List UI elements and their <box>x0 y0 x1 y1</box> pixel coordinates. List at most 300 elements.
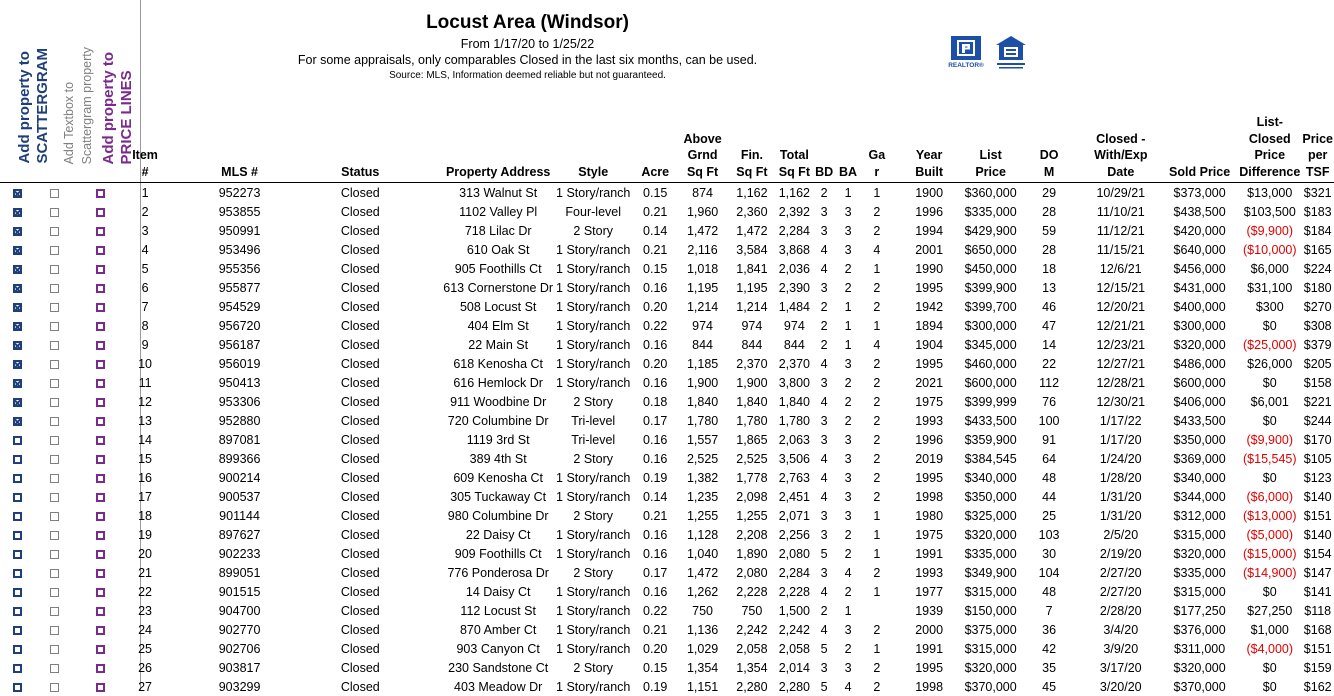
textbox-cell <box>35 430 73 449</box>
cell-acre: 0.17 <box>643 413 668 428</box>
textbox-checkbox[interactable] <box>50 379 59 388</box>
cell-acre: 0.18 <box>643 394 668 409</box>
cell-item: 1 <box>141 185 149 200</box>
cell-bd: 4 <box>820 356 828 371</box>
textbox-cell <box>35 354 73 373</box>
cell-closed: 2/27/20 <box>1099 565 1142 580</box>
pricelines-checkbox[interactable] <box>96 379 105 388</box>
cell-fin: 1,841 <box>736 261 768 276</box>
cell-tsf: $118 <box>1304 603 1332 618</box>
cell-diff: $103,500 <box>1243 204 1296 219</box>
pricelines-checkbox[interactable] <box>96 512 105 521</box>
cell-spacer <box>163 240 200 259</box>
textbox-checkbox[interactable] <box>50 360 59 369</box>
table-row <box>0 639 1334 658</box>
cell-tsf: $140 <box>1303 489 1332 504</box>
scatter-checkbox[interactable] <box>13 645 22 654</box>
table-row <box>0 183 1334 203</box>
cell-acre: 0.15 <box>643 660 668 675</box>
pricelines-checkbox[interactable] <box>96 417 105 426</box>
cell-diff: $0 <box>1262 679 1277 694</box>
pricelines-checkbox[interactable] <box>96 189 105 198</box>
cell-spacer <box>163 316 200 335</box>
cell-dom: 46 <box>1042 299 1057 314</box>
textbox-checkbox[interactable] <box>50 664 59 673</box>
cell-status: Closed <box>340 223 380 238</box>
cell-gar: 1 <box>873 318 881 333</box>
cell-item: 10 <box>138 356 153 371</box>
pricelines-checkbox[interactable] <box>96 493 105 502</box>
textbox-cell <box>35 335 73 354</box>
pricelines-checkbox[interactable] <box>96 436 105 445</box>
cell-dom: 44 <box>1042 489 1057 504</box>
cell-ba: 3 <box>844 470 852 485</box>
cell-style: 1 Story/ranch <box>556 603 631 618</box>
table-row <box>0 392 1334 411</box>
cell-diff: $0 <box>1262 660 1277 675</box>
cell-mls: 950413 <box>218 375 261 390</box>
textbox-checkbox[interactable] <box>50 341 59 350</box>
cell-item: 13 <box>138 413 153 428</box>
textbox-cell <box>35 278 73 297</box>
pricelines-checkbox[interactable] <box>96 265 105 274</box>
cell-dom: 18 <box>1042 261 1057 276</box>
pricelines-checkbox[interactable] <box>96 531 105 540</box>
cell-closed: 2/19/20 <box>1099 546 1142 561</box>
table-row <box>0 544 1334 563</box>
pricelines-cell <box>73 297 127 316</box>
cell-dom: 59 <box>1042 223 1057 238</box>
cell-year: 1975 <box>915 527 944 542</box>
textbox-checkbox[interactable] <box>50 246 59 255</box>
cell-above: 1,018 <box>686 261 719 276</box>
cell-list: $320,000 <box>964 527 1017 542</box>
cell-diff: ($10,000) <box>1243 242 1297 257</box>
cell-bd: 3 <box>820 508 828 523</box>
table-row <box>0 316 1334 335</box>
cell-fin: 1,840 <box>736 394 768 409</box>
pricelines-cell <box>73 487 127 506</box>
cell-style: 2 Story <box>573 660 614 675</box>
cell-bd: 3 <box>820 223 828 238</box>
col-bd: BD <box>815 164 834 179</box>
cell-bd: 4 <box>820 489 828 504</box>
pricelines-checkbox[interactable] <box>96 569 105 578</box>
cell-item: 24 <box>138 622 153 637</box>
cell-sold: $320,000 <box>1173 546 1226 561</box>
pricelines-checkbox[interactable] <box>96 626 105 635</box>
cell-above: 1,136 <box>686 622 719 637</box>
pricelines-checkbox[interactable] <box>96 284 105 293</box>
pricelines-checkbox[interactable] <box>96 208 105 217</box>
scatter-checkbox[interactable] <box>13 588 22 597</box>
cell-gar: 1 <box>873 641 881 656</box>
cell-year: 1977 <box>915 584 944 599</box>
cell-tsf: $270 <box>1303 299 1332 314</box>
cell-spacer <box>163 297 200 316</box>
cell-total: 2,280 <box>778 679 810 694</box>
cell-total: 2,284 <box>778 223 810 238</box>
textbox-checkbox[interactable] <box>50 417 59 426</box>
textbox-checkbox[interactable] <box>50 189 59 198</box>
cell-status: Closed <box>340 261 380 276</box>
textbox-checkbox[interactable] <box>50 626 59 635</box>
cell-acre: 0.16 <box>643 337 668 352</box>
cell-style: 1 Story/ranch <box>556 622 631 637</box>
cell-ba: 1 <box>844 603 852 618</box>
scatter-checkbox[interactable] <box>13 683 22 692</box>
scatter-checkbox[interactable] <box>13 208 22 217</box>
cell-diff: ($9,900) <box>1246 432 1294 447</box>
cell-dom: 22 <box>1042 356 1057 371</box>
textbox-checkbox[interactable] <box>50 284 59 293</box>
cell-acre: 0.16 <box>643 584 668 599</box>
cell-item: 11 <box>138 375 152 390</box>
table-row <box>0 240 1334 259</box>
scatter-checkbox[interactable] <box>13 341 22 350</box>
cell-above: 1,900 <box>686 375 719 390</box>
col-sold: Sold Price <box>1169 164 1231 179</box>
cell-total: 1,500 <box>778 603 810 618</box>
cell-closed: 12/23/21 <box>1096 337 1146 352</box>
pricelines-cell <box>73 354 127 373</box>
scatter-checkbox[interactable] <box>13 607 22 616</box>
scatter-checkbox[interactable] <box>13 360 22 369</box>
cell-item: 15 <box>138 451 153 466</box>
table-row <box>0 411 1334 430</box>
scatter-cell <box>0 525 35 544</box>
cell-above: 1,472 <box>686 565 719 580</box>
comparables-table <box>0 114 1334 696</box>
cell-gar: 2 <box>873 375 881 390</box>
pricelines-cell <box>73 240 127 259</box>
pricelines-checkbox[interactable] <box>96 360 105 369</box>
cell-mls: 901515 <box>218 584 261 599</box>
cell-ba: 2 <box>844 527 852 542</box>
cell-above: 844 <box>692 337 713 352</box>
cell-sold: $406,000 <box>1173 394 1226 409</box>
col-item: Item # <box>132 148 158 179</box>
cell-spacer <box>163 354 200 373</box>
cell-gar: 1 <box>873 584 881 599</box>
cell-bd: 3 <box>820 280 828 295</box>
scatter-checkbox[interactable] <box>13 398 22 407</box>
cell-style: 1 Story/ranch <box>556 242 631 257</box>
cell-item: 21 <box>138 565 153 580</box>
cell-ba: 1 <box>844 318 852 333</box>
textbox-checkbox[interactable] <box>50 531 59 540</box>
scatter-checkbox[interactable] <box>13 531 22 540</box>
cell-status: Closed <box>340 565 380 580</box>
cell-total: 974 <box>783 318 805 333</box>
cell-bd: 2 <box>820 603 828 618</box>
cell-acre: 0.21 <box>643 204 668 219</box>
col-ba: BA <box>839 164 858 179</box>
textbox-checkbox[interactable] <box>50 645 59 654</box>
textbox-checkbox[interactable] <box>50 512 59 521</box>
cell-mls: 956720 <box>218 318 261 333</box>
pricelines-checkbox[interactable] <box>96 227 105 236</box>
scatter-checkbox[interactable] <box>13 626 22 635</box>
cell-sold: $433,500 <box>1173 413 1226 428</box>
cell-bd: 5 <box>820 641 828 656</box>
cell-item: 4 <box>141 242 149 257</box>
textbox-cell <box>35 487 73 506</box>
cell-dom: 91 <box>1042 432 1057 447</box>
textbox-cell <box>35 221 73 240</box>
cell-diff: ($4,000) <box>1246 641 1294 656</box>
cell-dom: 36 <box>1042 622 1057 637</box>
textbox-checkbox[interactable] <box>50 436 59 445</box>
scatter-checkbox[interactable] <box>13 322 22 331</box>
cell-total: 2,071 <box>778 508 810 523</box>
cell-spacer <box>163 430 200 449</box>
cell-style: 1 Story/ranch <box>556 318 631 333</box>
cell-year: 1900 <box>915 185 944 200</box>
scatter-checkbox[interactable] <box>13 569 22 578</box>
cell-above: 750 <box>692 603 713 618</box>
cell-style: 2 Story <box>573 508 614 523</box>
cell-ba: 3 <box>844 508 852 523</box>
cell-spacer <box>163 639 200 658</box>
scatter-checkbox[interactable] <box>13 512 22 521</box>
scatter-checkbox[interactable] <box>13 550 22 559</box>
scatter-checkbox[interactable] <box>13 303 22 312</box>
cell-tsf: $321 <box>1303 185 1332 200</box>
cell-tsf: $170 <box>1303 432 1332 447</box>
pricelines-checkbox[interactable] <box>96 322 105 331</box>
table-row <box>0 449 1334 468</box>
col-style: Style <box>578 164 609 179</box>
table-row <box>0 297 1334 316</box>
cell-total: 2,036 <box>778 261 810 276</box>
cell-status: Closed <box>340 660 380 675</box>
pricelines-cell <box>73 221 127 240</box>
cell-fin: 974 <box>741 318 763 333</box>
table-row <box>0 563 1334 582</box>
cell-year: 1993 <box>915 565 944 580</box>
cell-bd: 3 <box>820 413 828 428</box>
cell-acre: 0.21 <box>643 242 668 257</box>
date-range: From 1/17/20 to 1/25/22 <box>460 37 595 51</box>
textbox-checkbox[interactable] <box>50 398 59 407</box>
textbox-checkbox[interactable] <box>50 607 59 616</box>
scatter-checkbox[interactable] <box>13 379 22 388</box>
cell-address: 22 Daisy Ct <box>465 527 531 542</box>
textbox-checkbox[interactable] <box>50 588 59 597</box>
cell-gar: 1 <box>873 527 881 542</box>
textbox-cell <box>35 373 73 392</box>
cell-style: 1 Story/ranch <box>556 584 631 599</box>
cell-above: 1,354 <box>686 660 719 675</box>
cell-address: 616 Hemlock Dr <box>453 375 543 390</box>
textbox-cell <box>35 316 73 335</box>
cell-dom: 104 <box>1038 565 1060 580</box>
pricelines-cell <box>73 582 127 601</box>
cell-style: 2 Story <box>573 223 614 238</box>
cell-mls: 952273 <box>218 185 261 200</box>
cell-tsf: $244 <box>1303 413 1332 428</box>
pricelines-cell <box>73 259 127 278</box>
cell-total: 1,484 <box>778 299 810 314</box>
cell-diff: $6,000 <box>1250 261 1289 276</box>
textbox-checkbox[interactable] <box>50 265 59 274</box>
cell-item: 6 <box>141 280 149 295</box>
pricelines-checkbox[interactable] <box>96 550 105 559</box>
cell-acre: 0.22 <box>643 318 668 333</box>
textbox-checkbox[interactable] <box>50 227 59 236</box>
cell-item: 20 <box>138 546 153 561</box>
cell-closed: 2/28/20 <box>1099 603 1142 618</box>
scatter-cell <box>0 373 35 392</box>
cell-bd: 4 <box>820 242 828 257</box>
cell-list: $350,000 <box>964 489 1017 504</box>
scatter-checkbox[interactable] <box>13 493 22 502</box>
textbox-checkbox[interactable] <box>50 569 59 578</box>
cell-gar: 2 <box>873 432 881 447</box>
pricelines-checkbox[interactable] <box>96 588 105 597</box>
cell-year: 1995 <box>915 660 944 675</box>
cell-mls: 901144 <box>219 508 260 523</box>
cell-sold: $320,000 <box>1173 660 1226 675</box>
scatter-checkbox[interactable] <box>13 664 22 673</box>
cell-tsf: $183 <box>1303 204 1332 219</box>
cell-dom: 48 <box>1042 584 1057 599</box>
cell-status: Closed <box>340 546 380 561</box>
cell-sold: $373,000 <box>1173 185 1226 200</box>
textbox-checkbox[interactable] <box>50 550 59 559</box>
cell-mls: 904700 <box>218 603 261 618</box>
table-row <box>0 335 1334 354</box>
cell-ba: 1 <box>844 185 852 200</box>
title-block <box>260 12 795 81</box>
textbox-cell <box>35 544 73 563</box>
cell-mls: 953306 <box>218 394 261 409</box>
textbox-checkbox[interactable] <box>50 322 59 331</box>
cell-fin: 2,360 <box>736 204 768 219</box>
textbox-checkbox[interactable] <box>50 474 59 483</box>
pricelines-checkbox[interactable] <box>96 664 105 673</box>
cell-year: 1991 <box>915 641 944 656</box>
cell-year: 1894 <box>915 318 944 333</box>
cell-item: 5 <box>141 261 149 276</box>
pricelines-checkbox[interactable] <box>96 455 105 464</box>
table-row <box>0 677 1334 696</box>
pricelines-cell <box>73 468 127 487</box>
cell-style: 1 Story/ranch <box>556 299 631 314</box>
cell-bd: 4 <box>820 470 828 485</box>
cell-above: 2,116 <box>687 242 718 257</box>
scatter-checkbox[interactable] <box>13 417 22 426</box>
textbox-checkbox[interactable] <box>50 683 59 692</box>
cell-sold: $300,000 <box>1173 318 1226 333</box>
scatter-checkbox[interactable] <box>13 265 22 274</box>
cell-mls: 899051 <box>218 565 261 580</box>
scatter-checkbox[interactable] <box>13 189 22 198</box>
cell-style: 1 Story/ranch <box>556 185 631 200</box>
pricelines-checkbox[interactable] <box>96 474 105 483</box>
pricelines-checkbox[interactable] <box>96 607 105 616</box>
cell-list: $320,000 <box>964 660 1017 675</box>
scatter-checkbox[interactable] <box>13 436 22 445</box>
cell-bd: 4 <box>820 622 828 637</box>
cell-mls: 956019 <box>218 356 261 371</box>
cell-address: 14 Daisy Ct <box>465 584 531 599</box>
textbox-checkbox[interactable] <box>50 303 59 312</box>
cell-list: $600,000 <box>964 375 1017 390</box>
cell-style: 1 Story/ranch <box>556 261 631 276</box>
cell-dom: 7 <box>1045 603 1053 618</box>
cell-address: 776 Ponderosa Dr <box>447 565 549 580</box>
pricelines-cell <box>73 544 127 563</box>
pricelines-cell <box>73 430 127 449</box>
cell-ba: 1 <box>844 337 852 352</box>
textbox-checkbox[interactable] <box>50 455 59 464</box>
pricelines-cell <box>73 563 127 582</box>
cell-year: 1975 <box>915 394 944 409</box>
cell-list: $650,000 <box>964 242 1017 257</box>
pricelines-checkbox[interactable] <box>96 303 105 312</box>
cell-list: $150,000 <box>964 603 1017 618</box>
cell-item: 8 <box>141 318 149 333</box>
table-row <box>0 468 1334 487</box>
cell-status: Closed <box>340 470 380 485</box>
cell-ba: 2 <box>844 261 852 276</box>
pricelines-checkbox[interactable] <box>96 341 105 350</box>
scatter-checkbox[interactable] <box>13 227 22 236</box>
scatter-checkbox[interactable] <box>13 284 22 293</box>
cell-gar: 2 <box>873 679 881 694</box>
cell-tsf: $141 <box>1303 584 1332 599</box>
scatter-cell <box>0 202 35 221</box>
cell-address: 508 Locust St <box>459 299 537 314</box>
cell-closed: 1/31/20 <box>1099 489 1142 504</box>
textbox-checkbox[interactable] <box>50 208 59 217</box>
cell-closed: 1/17/22 <box>1099 413 1142 428</box>
cell-ba: 3 <box>844 489 852 504</box>
scatter-checkbox[interactable] <box>13 246 22 255</box>
table-row <box>0 373 1334 392</box>
cell-diff: $0 <box>1262 470 1277 485</box>
cell-diff: $0 <box>1262 318 1277 333</box>
col-spacer <box>163 114 200 183</box>
cell-address: 870 Amber Ct <box>459 622 537 637</box>
pricelines-checkbox[interactable] <box>96 246 105 255</box>
cell-style: Tri-level <box>571 432 616 447</box>
cell-fin: 1,865 <box>736 432 768 447</box>
scatter-checkbox[interactable] <box>13 455 22 464</box>
textbox-cell <box>35 202 73 221</box>
table-row <box>0 430 1334 449</box>
cell-above: 1,195 <box>686 280 719 295</box>
cell-bd: 4 <box>820 451 828 466</box>
pricelines-checkbox[interactable] <box>96 645 105 654</box>
cell-dom: 48 <box>1042 470 1057 485</box>
realtor-logo-text: REALTOR® <box>948 62 984 69</box>
cell-list: $315,000 <box>964 584 1017 599</box>
pricelines-checkbox[interactable] <box>96 398 105 407</box>
cell-tsf: $154 <box>1303 546 1332 561</box>
cell-address: 610 Oak St <box>466 242 530 257</box>
scatter-checkbox[interactable] <box>13 474 22 483</box>
textbox-checkbox[interactable] <box>50 493 59 502</box>
cell-ba: 2 <box>844 546 852 561</box>
pricelines-checkbox[interactable] <box>96 683 105 692</box>
cell-total: 844 <box>783 337 805 352</box>
cell-mls: 900214 <box>218 470 261 485</box>
cell-list: $300,000 <box>964 318 1017 333</box>
cell-spacer <box>163 487 200 506</box>
